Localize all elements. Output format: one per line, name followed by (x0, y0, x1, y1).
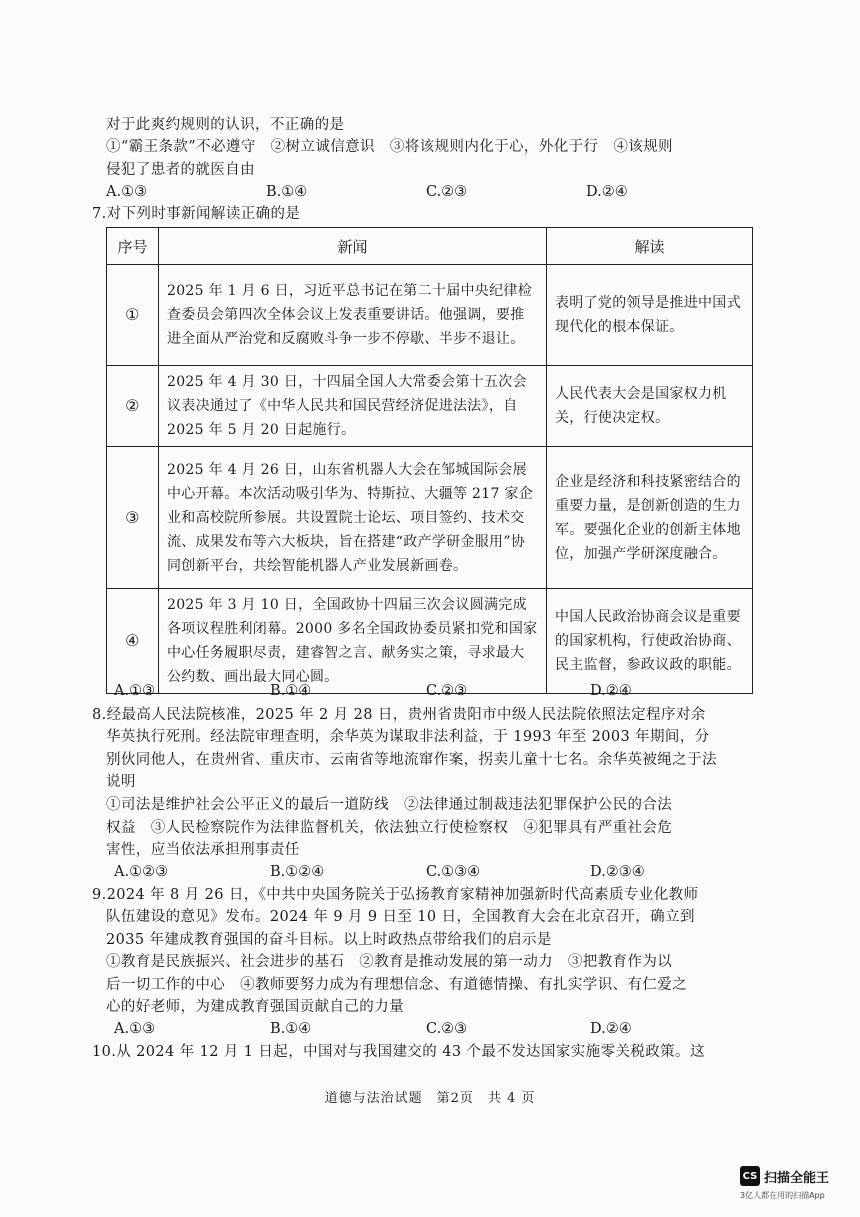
q9-line2: 队伍建设的意见》发布。2024 年 9 月 9 日至 10 日，全国教育大会在北京召开，确立到 (106, 909, 695, 925)
q6-option-c: C.②③ (426, 184, 468, 200)
q8-option-a: A.①②③ (114, 864, 169, 880)
q8-line2: 华英执行死刑。经法院审理查明，余华英为谋取非法利益，于 1993 年至 2003 年期间，分 (106, 729, 710, 745)
row-interpretation: 企业是经济和科技紧密结合的重要力量，是创新创造的生力军。要强化企业的创新主体地位，加强产学研深度融合。 (547, 447, 753, 589)
q9-line3: 2035 年建成教育强国的奋斗目标。以上时政热点带给我们的启示是 (106, 932, 552, 948)
scanner-tagline: 3亿人都在用的扫描App (740, 1191, 825, 1200)
row-news: 2025 年 1 月 6 日，习近平总书记在第二十届中央纪律检查委员会第四次全体会议上发表重要讲话。他强调，要推进全面从严治党和反腐败斗争一步不停歇、半步不退让。 (159, 265, 547, 366)
q8-line4: 说明 (106, 774, 136, 790)
q7-option-c: C.②③ (426, 683, 468, 699)
table-row (107, 366, 753, 447)
q9-options (114, 1019, 754, 1039)
row-interpretation: 表明了党的领导是推进中国式现代化的根本保证。 (547, 265, 753, 366)
table-row (107, 589, 753, 694)
q6-stem: 对于此爽约规则的认识，不正确的是 (106, 117, 345, 133)
q8-line5: ①司法是维护社会公平正义的最后一道防线 ②法律通过制裁违法犯罪保护公民的合法 (106, 797, 673, 813)
row-number: ② (107, 366, 159, 447)
news-table (106, 227, 753, 694)
q9-line5: 后一切工作的中心 ④教师要努力成为有理想信念、有道德情操、有扎实学识、有仁爱之 (106, 977, 688, 993)
row-number: ④ (107, 589, 159, 694)
q9-option-d: D.②④ (590, 1021, 632, 1037)
q9-line1: 9.2024 年 8 月 26 日，《中共中央国务院关于弘扬教育家精神加强新时代高素质专业化教师 (92, 887, 699, 903)
row-news: 2025 年 4 月 26 日，山东省机器人大会在邹城国际会展中心开幕。本次活动吸引华为、特斯拉、大疆等 217 家企业和高校院所参展。共设置院士论坛、项目签约、技术交流、成果发布等六大板块，旨在搭建“政产学研金服用”协同创新平台，共绘智能机器人产业发展新画卷。 (159, 447, 547, 589)
q8-line1: 8.经最高人民法院核准，2025 年 2 月 28 日，贵州省贵阳市中级人民法院依照法定程序对余 (92, 707, 706, 723)
q8-line6: 权益 ③人民检察院作为法律监督机关，依法独立行使检察权 ④犯罪具有严重社会危 (106, 820, 673, 836)
header-interp: 解读 (547, 228, 753, 265)
header-news: 新闻 (159, 228, 547, 265)
q8-options (114, 862, 754, 882)
page-footer: 道德与法治试题 第2页 共 4 页 (324, 1091, 536, 1106)
q8-option-b: B.①②④ (270, 864, 325, 880)
row-number: ① (107, 265, 159, 366)
q6-options (106, 182, 746, 202)
row-news: 2025 年 4 月 30 日，十四届全国人大常委会第十五次会议表决通过了《中华人民共和国民营经济促进法法》，自 2025 年 5 月 20 日起施行。 (159, 366, 547, 447)
row-news: 2025 年 3 月 10 日，全国政协十四届三次会议圆满完成各项议程胜利闭幕。2000 多名全国政协委员紧扣党和国家中心任务履职尽责，建睿智之言、献务实之策，寻求最大公约数、画出最大同心圆。 (159, 589, 547, 694)
q7-options (114, 681, 754, 701)
table-row (107, 447, 753, 589)
q6-option-d: D.②④ (586, 184, 628, 200)
table-row (107, 265, 753, 366)
row-interpretation: 中国人民政治协商会议是重要的国家机构，行使政治协商、民主监督，参政议政的职能。 (547, 589, 753, 694)
q7-option-b: B.①④ (270, 683, 312, 699)
q9-option-a: A.①③ (114, 1021, 156, 1037)
header-num: 序号 (107, 228, 159, 265)
row-number: ③ (107, 447, 159, 589)
q9-option-c: C.②③ (426, 1021, 468, 1037)
q7-option-a: A.①③ (114, 683, 156, 699)
q9-option-b: B.①④ (270, 1021, 312, 1037)
q6-statements-line2: 侵犯了患者的就医自由 (106, 162, 255, 178)
q8-line3: 别伙同他人，在贵州省、重庆市、云南省等地流窜作案，拐卖儿童十七名。余华英被绳之于法 (106, 752, 717, 768)
scanner-app-name: 扫描全能王 (764, 1170, 830, 1186)
q6-option-b: B.①④ (266, 184, 308, 200)
q10-line1: 10.从 2024 年 12 月 1 日起，中国对与我国建交的 43 个最不发达国家实施零关税政策。这 (92, 1044, 705, 1060)
row-interpretation: 人民代表大会是国家权力机关，行使决定权。 (547, 366, 753, 447)
table-header-row (107, 228, 753, 265)
q8-option-d: D.②③④ (590, 864, 645, 880)
q8-line7: 害性，应当依法承担刑事责任 (106, 842, 300, 858)
q9-line4: ①教育是民族振兴、社会进步的基石 ②教育是推动发展的第一动力 ③把教育作为以 (106, 954, 673, 970)
q7-option-d: D.②④ (590, 683, 632, 699)
q6-option-a: A.①③ (106, 184, 148, 200)
q9-line6: 心的好老师，为建成教育强国贡献自己的力量 (106, 999, 404, 1015)
camscanner-logo-icon: CS (740, 1166, 760, 1186)
q7-stem: 7.对下列时事新闻解读正确的是 (92, 206, 301, 222)
q6-statements-line1: ①“霸王条款”不必遵守 ②树立诚信意识 ③将该规则内化于心，外化于行 ④该规则 (106, 139, 673, 155)
q8-option-c: C.①③④ (426, 864, 481, 880)
scanner-watermark (740, 1166, 829, 1186)
